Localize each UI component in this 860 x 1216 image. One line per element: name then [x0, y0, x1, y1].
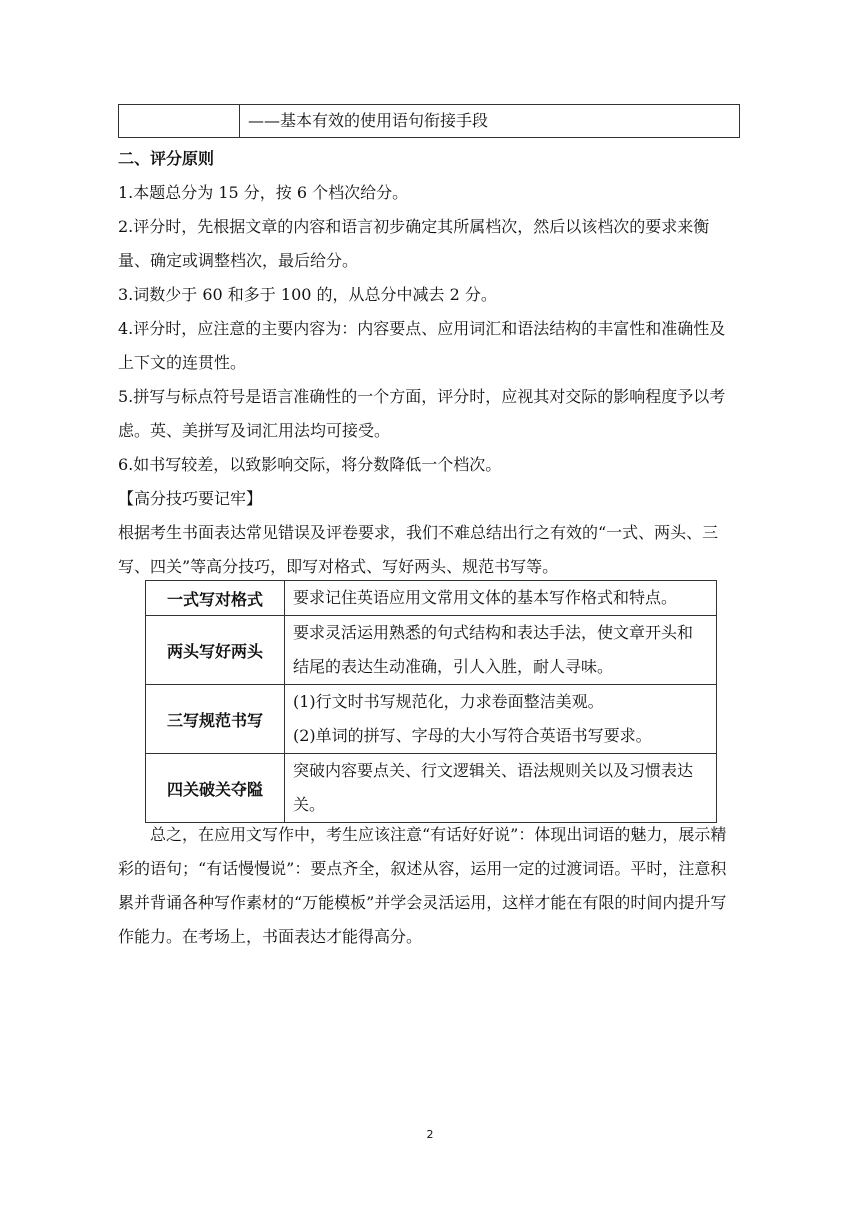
rule-4: 4.评分时，应注意的主要内容为：内容要点、应用词汇和语法结构的丰富性和准确性及上下文的连贯性。	[118, 319, 726, 372]
criteria-cell: ——基本有效的使用语句衔接手段	[248, 111, 489, 130]
tip-key: 两头写好两头	[146, 616, 285, 685]
section-heading: 二、评分原则	[118, 149, 215, 168]
table-row	[146, 581, 717, 616]
rule-2: 2.评分时，先根据文章的内容和语言初步确定其所属档次，然后以该档次的要求来衡量、确定或调整档次，最后给分。	[118, 217, 710, 270]
rule-5: 5.拼写与标点符号是语言准确性的一个方面，评分时，应视其对交际的影响程度予以考虑。英、美拼写及词汇用法均可接受。	[118, 387, 726, 440]
tip-value	[285, 685, 717, 754]
rule-6: 6.如书写较差，以致影响交际，将分数降低一个档次。	[118, 455, 502, 474]
rule-3: 3.词数少于 60 和多于 100 的，从总分中减去 2 分。	[118, 285, 497, 304]
tip-value: 要求记住英语应用文常用文体的基本写作格式和特点。	[285, 581, 717, 616]
rule-1: 1.本题总分为 15 分，按 6 个档次给分。	[118, 183, 409, 202]
empty-cell	[119, 105, 240, 137]
tips-table	[145, 580, 717, 823]
table-row	[146, 685, 717, 754]
tip-value: 突破内容要点关、行文逻辑关、语法规则关以及习惯表达关。	[285, 754, 717, 823]
tip-value: 要求灵活运用熟悉的句式结构和表达手法，使文章开头和结尾的表达生动准确，引人入胜，耐人寻味。	[285, 616, 717, 685]
page-number: 2	[426, 1128, 434, 1141]
tips-heading: 【高分技巧要记牢】	[118, 489, 263, 508]
tip-line: (2)单词的拼写、字母的大小写符合英语书写要求。	[293, 726, 652, 745]
table-row	[146, 754, 717, 823]
tip-key: 三写规范书写	[146, 685, 285, 754]
table-row	[146, 616, 717, 685]
tip-line: (1)行文时书写规范化，力求卷面整洁美观。	[293, 692, 604, 711]
tip-key: 一式写对格式	[146, 581, 285, 616]
tip-key: 四关破关夺隘	[146, 754, 285, 823]
tips-intro: 根据考生书面表达常见错误及评卷要求，我们不难总结出行之有效的“一式、两头、三写、四关”等高分技巧，即写对格式、写好两头、规范书写等。	[118, 523, 719, 576]
conclusion-paragraph: 总之，在应用文写作中，考生应该注意“有话好好说”：体现出词语的魅力，展示精彩的语句；“有话慢慢说”：要点齐全，叙述从容，运用一定的过渡词语。平时，注意积累并背诵各种写作素材的“万能模板”并学会灵活运用，这样才能在有限的时间内提升写作能力。在考场上，书面表达才能得高分。	[118, 825, 727, 946]
criteria-table-fragment	[118, 104, 740, 138]
